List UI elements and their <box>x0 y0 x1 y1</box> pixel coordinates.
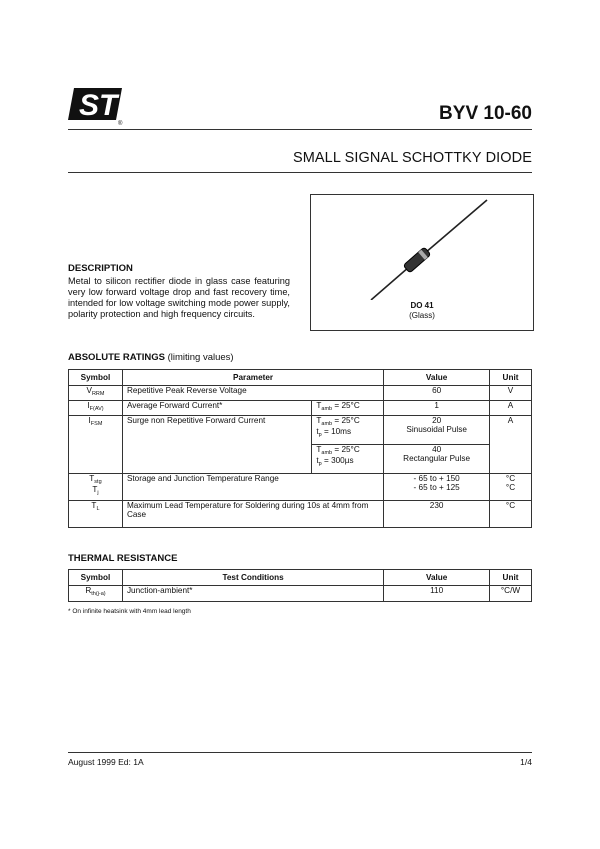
absolute-ratings-table <box>68 369 532 528</box>
unit-cell: A <box>490 401 532 416</box>
col-value: Value <box>384 570 490 586</box>
symbol-cell: $R_{th(j-a)}$ <box>69 586 123 602</box>
condition-cell: Junction-ambient* <box>122 586 383 602</box>
package-figure <box>310 194 534 331</box>
value-cell: 60 <box>384 386 490 401</box>
parameter-cell: Maximum Lead Temperature for Soldering during 10s at 4mm from Case <box>122 501 383 528</box>
col-parameter: Parameter <box>122 370 383 386</box>
absolute-ratings-title: ABSOLUTE RATINGS <box>68 352 165 363</box>
value-cell: 20 Sinusoidal Pulse <box>384 416 490 445</box>
footer-rule <box>68 752 532 753</box>
page-number: 1/4 <box>520 757 532 767</box>
value-cell: - 65 to + 150 - 65 to + 125 <box>384 474 490 501</box>
footnote: * On infinite heatsink with 4mm lead length <box>68 608 191 615</box>
col-test-conditions: Test Conditions <box>122 570 383 586</box>
col-symbol: Symbol <box>69 370 123 386</box>
unit-cell: °C °C <box>490 474 532 501</box>
absolute-ratings-note: (limiting values) <box>167 352 234 363</box>
diode-illustration <box>311 195 533 300</box>
parameter-cell: Average Forward Current* <box>122 401 311 416</box>
part-number: BYV 10-60 <box>439 103 532 124</box>
condition-cell: $T_{amb} = 25^\circ C$ $t_p = 300\mu s$ <box>312 445 384 474</box>
footer-date: August 1999 Ed: 1A <box>68 757 144 767</box>
table-row <box>69 586 532 602</box>
condition-cell: $T_{amb} = 25^\circ C$ $t_p = 10ms$ <box>312 416 384 445</box>
svg-text:®: ® <box>118 121 123 126</box>
package-name: DO 41 <box>410 301 434 310</box>
col-symbol: Symbol <box>69 570 123 586</box>
table-row <box>69 416 532 445</box>
parameter-cell: Surge non Repetitive Forward Current <box>122 416 311 474</box>
header-rule <box>68 129 532 130</box>
value-cell: 230 <box>384 501 490 528</box>
unit-cell: V <box>490 386 532 401</box>
package-material: (Glass) <box>409 311 435 320</box>
unit-cell: °C/W <box>490 586 532 602</box>
parameter-cell: Repetitive Peak Reverse Voltage <box>122 386 383 401</box>
col-unit: Unit <box>490 370 532 386</box>
table-row <box>69 401 532 416</box>
table-row <box>69 501 532 528</box>
value-cell: 110 <box>384 586 490 602</box>
value-cell: 40 Rectangular Pulse <box>384 445 490 474</box>
thermal-table <box>68 569 532 602</box>
table-header-row <box>69 570 532 586</box>
condition-cell: $T_{amb} = 25^\circ C$ <box>312 401 384 416</box>
thermal-heading: THERMAL RESISTANCE <box>68 553 178 564</box>
col-value: Value <box>384 370 490 386</box>
value-cell: 1 <box>384 401 490 416</box>
description-text: Metal to silicon rectifier diode in glass case featuring very low forward voltage drop and fast recovery time, intended for low voltage switching mode power supply, polarity protection and high frequency circuits. <box>68 276 290 319</box>
subtitle-rule <box>68 172 532 173</box>
symbol-cell: $T_L$ <box>69 501 123 528</box>
table-header-row <box>69 370 532 386</box>
description-heading: DESCRIPTION <box>68 263 133 274</box>
unit-cell: °C <box>490 501 532 528</box>
parameter-cell: Storage and Junction Temperature Range <box>122 474 383 501</box>
absolute-ratings-heading <box>68 352 234 363</box>
unit-cell: A <box>490 416 532 474</box>
table-row <box>69 386 532 401</box>
symbol-cell: $T_{stg}$ $T_j$ <box>69 474 123 501</box>
symbol-cell: $I_{FSM}$ <box>69 416 123 474</box>
document-subtitle: SMALL SIGNAL SCHOTTKY DIODE <box>292 150 532 166</box>
symbol-cell: $V_{RRM}$ <box>69 386 123 401</box>
st-logo <box>68 86 124 126</box>
table-row <box>69 474 532 501</box>
svg-text:ST: ST <box>79 89 118 122</box>
col-unit: Unit <box>490 570 532 586</box>
symbol-cell: $I_{F(AV)}$ <box>69 401 123 416</box>
